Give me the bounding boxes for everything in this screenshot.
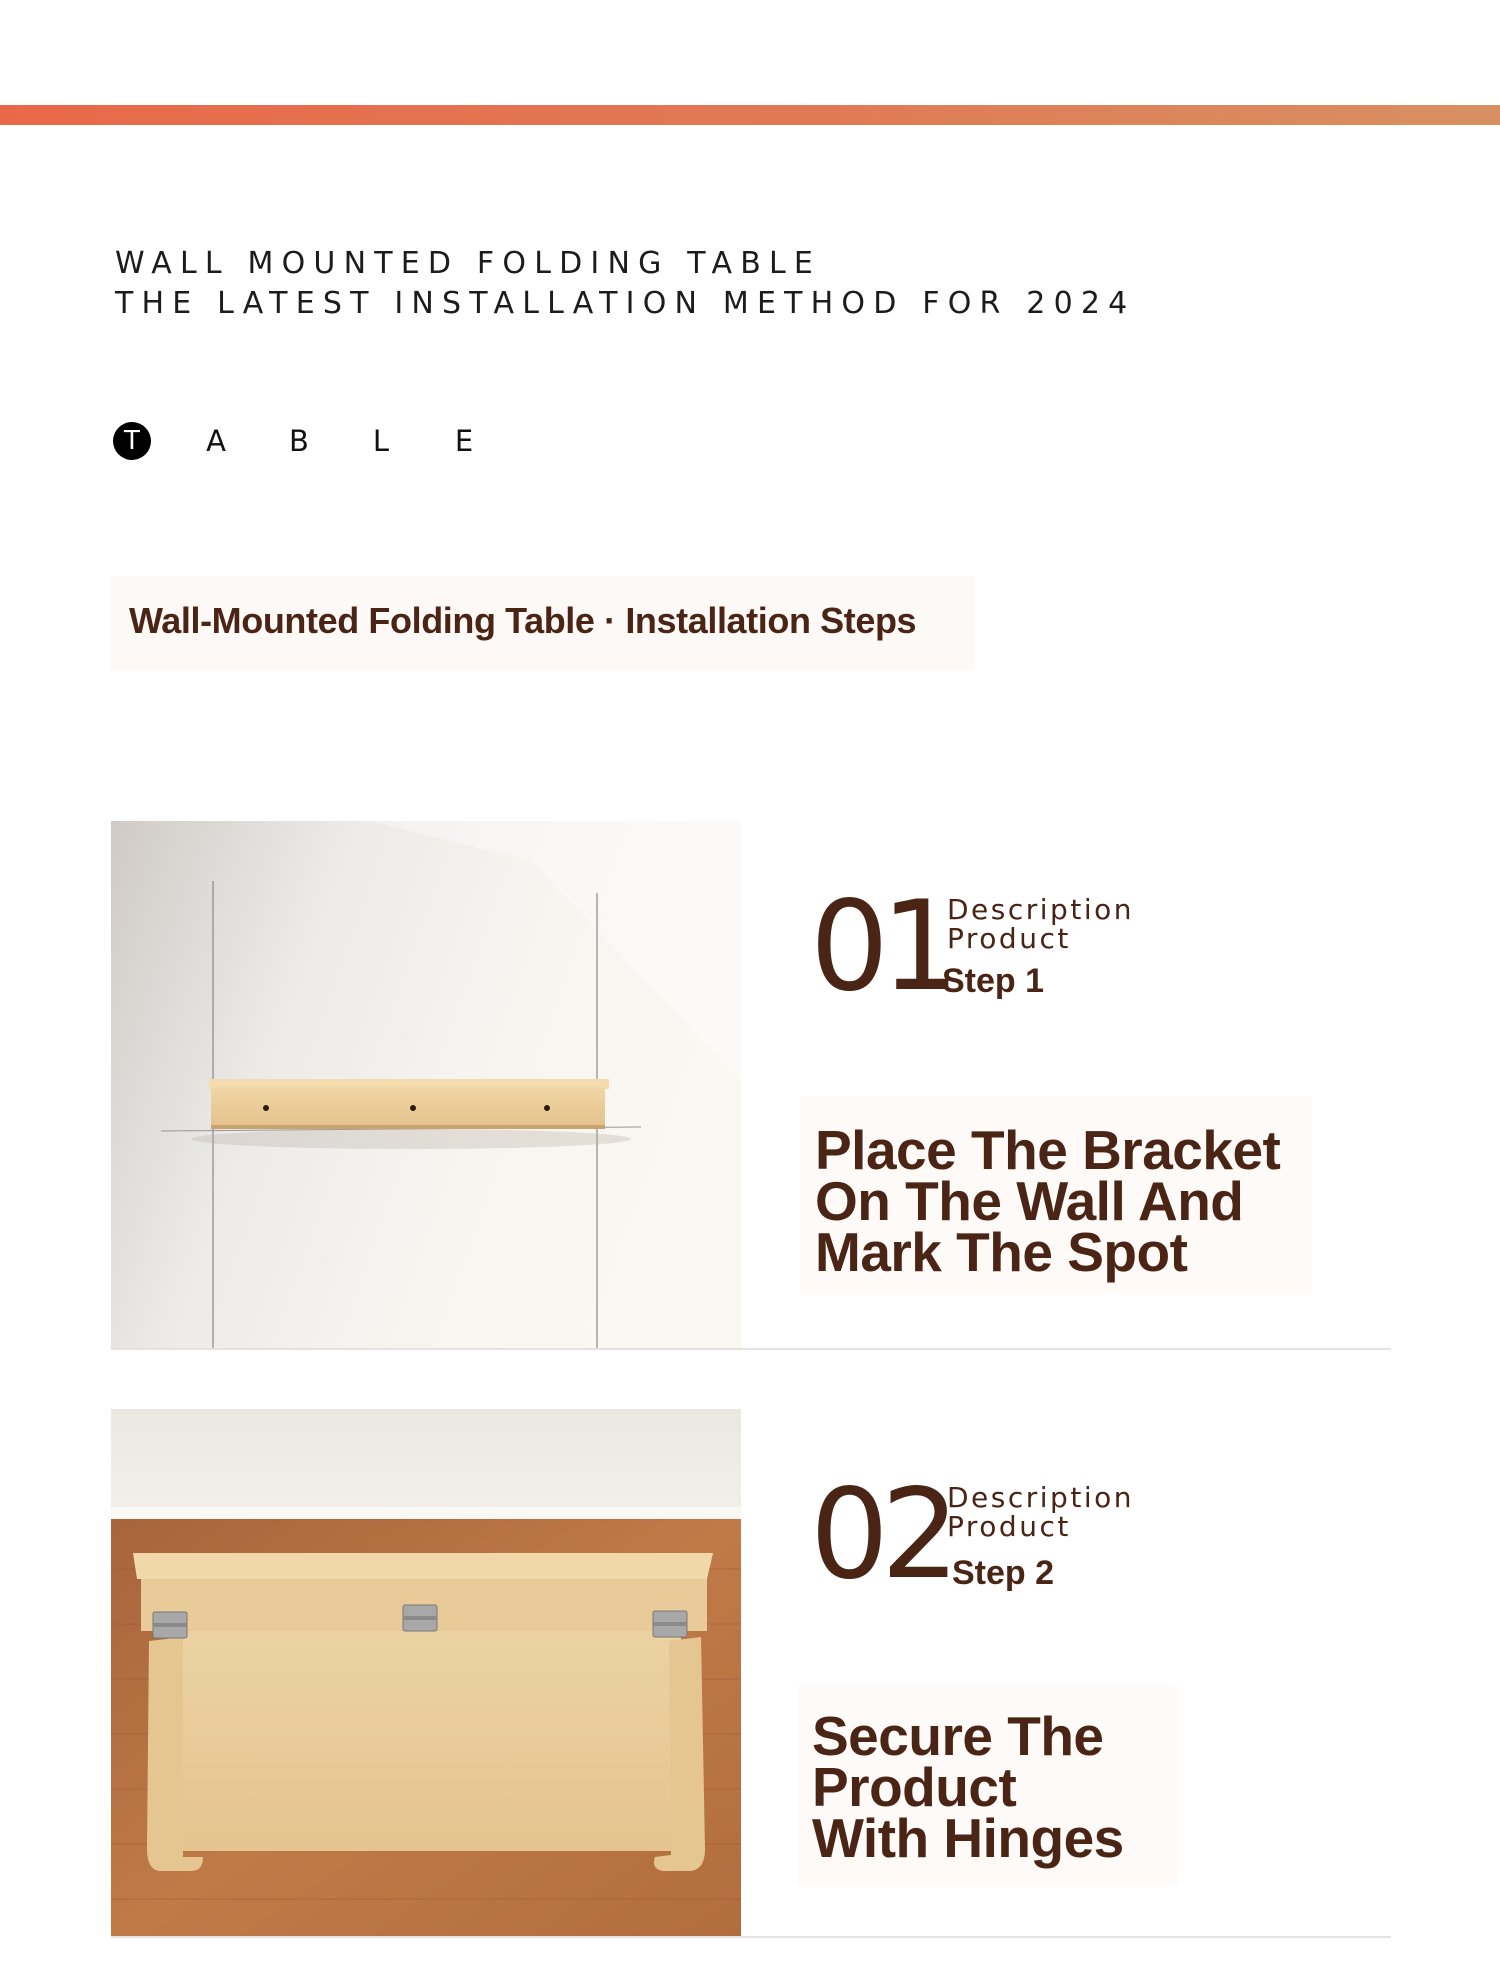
step-1-number: 01	[810, 875, 952, 1019]
letter-l: L	[372, 424, 390, 458]
letter-t-badge: T	[113, 422, 151, 460]
step-1-title-line-1: Place The Bracket	[815, 1119, 1281, 1181]
letter-b: B	[289, 424, 309, 458]
table-with-hinges-illustration	[111, 1409, 741, 1937]
step-2-divider	[111, 1936, 1391, 1938]
table-letters	[113, 422, 613, 460]
step-2-product: Product	[947, 1510, 1071, 1543]
header-title: WALL MOUNTED FOLDING TABLE	[115, 246, 822, 281]
top-accent-bar	[0, 105, 1500, 125]
step-1-product: Product	[947, 922, 1071, 955]
section-title: Wall-Mounted Folding Table · Installation Steps	[129, 600, 917, 641]
step-2-image	[111, 1409, 741, 1937]
letter-a: A	[206, 424, 226, 458]
step-1-description: Description	[947, 893, 1134, 926]
header-subtitle: THE LATEST INSTALLATION METHOD FOR 2024	[115, 286, 1136, 321]
step-2-label: Step 2	[952, 1554, 1055, 1592]
bracket-on-wall-illustration	[111, 821, 741, 1349]
step-1-label: Step 1	[942, 962, 1045, 1000]
step-1-image	[111, 821, 741, 1349]
step-2-number: 02	[810, 1463, 952, 1607]
section-title-box	[111, 576, 974, 670]
step-1-divider	[111, 1348, 1391, 1350]
step-2-description: Description	[947, 1481, 1134, 1514]
step-2-title	[812, 1705, 1124, 1869]
step-1-title-line-3: Mark The Spot	[815, 1221, 1188, 1283]
step-2-title-line-1: Secure The	[812, 1705, 1104, 1767]
step-2-title-line-3: With Hinges	[812, 1807, 1124, 1869]
step-1-title	[815, 1119, 1281, 1283]
step-1-title-line-2: On The Wall And	[815, 1170, 1244, 1232]
letter-e: E	[454, 424, 474, 458]
step-2-title-line-2: Product	[812, 1756, 1017, 1818]
page-header	[115, 244, 1135, 324]
